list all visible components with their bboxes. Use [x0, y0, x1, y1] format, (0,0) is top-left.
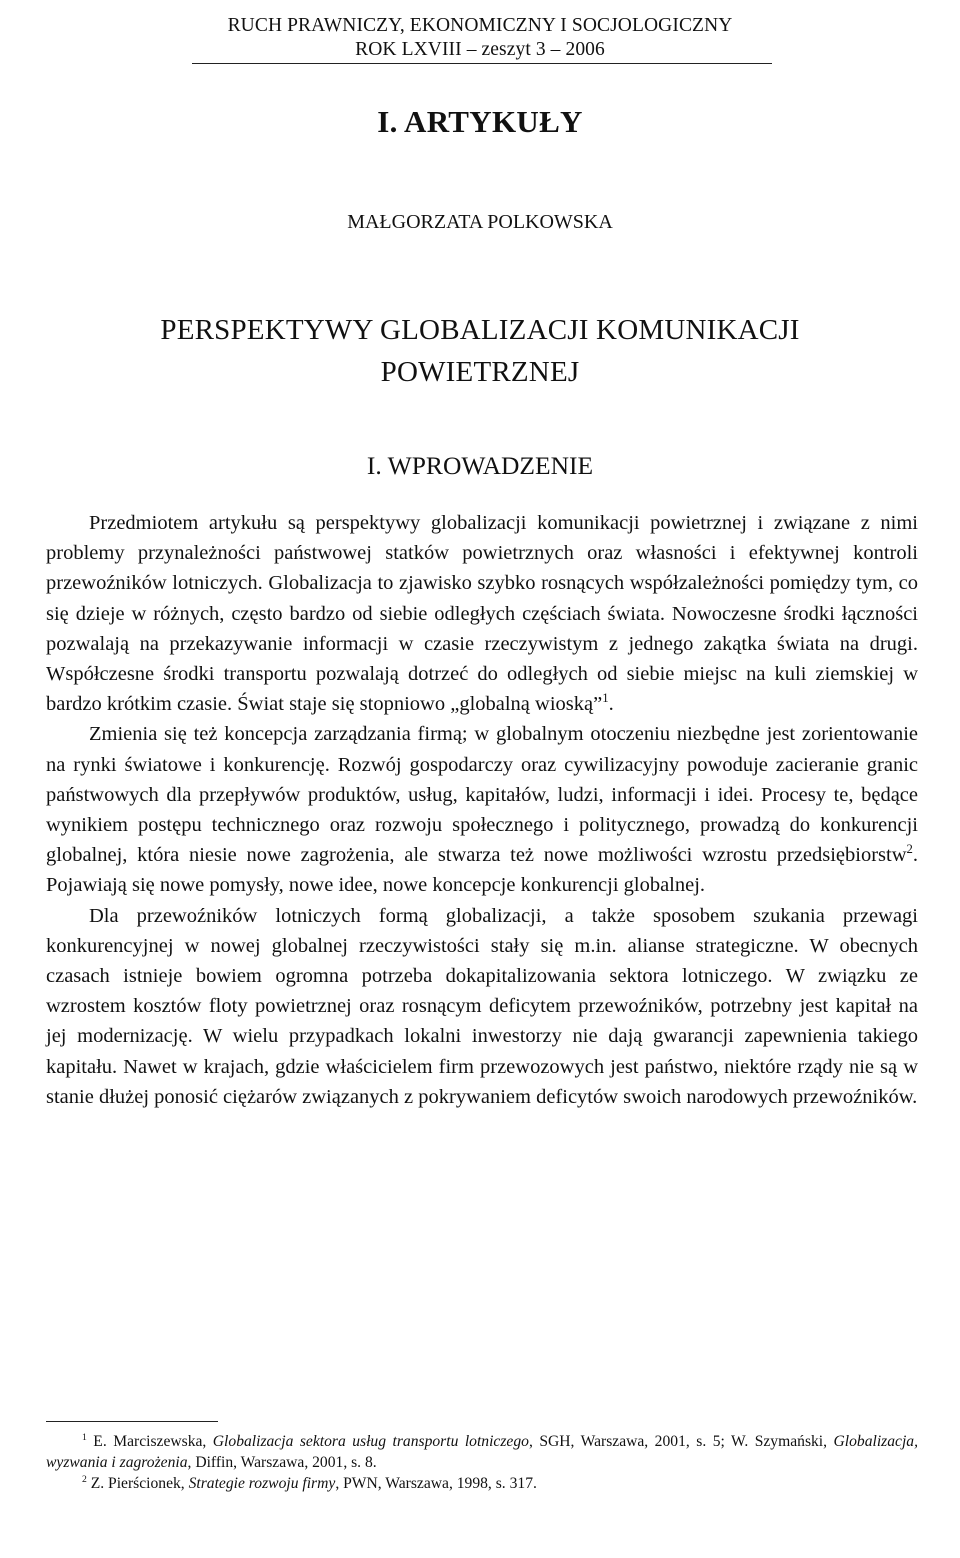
footnote-1-title-1: Globalizacja sektora usług transportu lotniczego	[212, 1433, 529, 1450]
journal-issue: ROK LXVIII – zeszyt 3 – 2006	[355, 39, 605, 60]
footnote-2-text-2: , PWN, Warszawa, 1998, s. 317.	[335, 1475, 537, 1492]
footnote-2-text: Z. Pierścionek,	[86, 1475, 189, 1492]
footnotes	[46, 1431, 918, 1494]
footnote-1-text-3: , Diffin, Warszawa, 2001, s. 8.	[187, 1454, 377, 1471]
footnote-1-text: E. Marciszewska,	[86, 1433, 213, 1450]
footnote-1-text-2: , SGH, Warszawa, 2001, s. 5; W. Szymański,	[528, 1433, 834, 1450]
section-title: I. ARTYKUŁY	[377, 104, 583, 139]
footnote-number-1: 1	[82, 1432, 87, 1444]
header-divider	[192, 63, 772, 64]
article-title-line-2: POWIETRZNEJ	[380, 356, 580, 388]
section-heading-introduction: I. WPROWADZENIE	[366, 451, 594, 480]
journal-header	[0, 14, 960, 62]
footnote-2	[46, 1473, 918, 1494]
footnote-ref-2: 2	[906, 842, 913, 857]
footnote-1-title-2: Globalizacja, wyzwania i zagrożenia	[46, 1433, 918, 1471]
author-name: MAŁGORZATA POLKOWSKA	[347, 211, 613, 233]
paragraph-1	[46, 508, 918, 719]
paragraph-3: Dla przewoźników lotniczych formą globalizacji, a także sposobem szukania przewagi konkurencyjnej w nowej globalnej rzeczywistości stały się m.in. alianse strategiczne. W obecnych czasach istnieje bowiem ogromna potrzeba dokapitalizowania sektora lotniczego. W związku ze wzrostem kosztów floty powietrznej oraz rosnącym deficytem przewoźników, potrzebny jest kapitał na jej modernizację. W wielu przypadkach lokalni inwestorzy nie dają gwarancji zapewnienia takiego kapitału. Nawet w krajach, gdzie właścicielem firm przewozowych jest państwo, niektóre rządy nie są w stanie dłużej ponosić ciężarów związanych z pokrywaniem deficytów swoich narodowych przewoźników.	[46, 904, 918, 1108]
paragraph-2-text: Zmienia się też koncepcja zarządzania firmą; w globalnym otoczeniu niezbędne jest zorientowanie na rynki światowe i konkurencję. Rozwój gospodarczy oraz cywilizacyjny powoduje zacieranie granic państwowych dla przepływów produktów, usług, kapitałów, ludzi, informacji i idei. Procesy te, będące wynikiem postępu technicznego oraz rozwoju społecznego i politycznego, prowadzą do konkurencji globalnej, która niesie nowe zagrożenia, ale stwarza też nowe możliwości wzrostu przedsiębiorstw	[46, 723, 918, 867]
footnote-divider	[46, 1421, 218, 1422]
footnote-number-2: 2	[82, 1474, 87, 1486]
article-title	[0, 309, 960, 393]
journal-name: RUCH PRAWNICZY, EKONOMICZNY I SOCJOLOGICZNY	[227, 15, 733, 36]
footnote-ref-1: 1	[602, 691, 609, 706]
footnote-1	[46, 1431, 918, 1473]
paragraph-2	[46, 719, 918, 900]
paragraph-2-end: . Pojawiają się nowe pomysły, nowe idee, nowe koncepcje konkurencji globalnej.	[46, 844, 918, 897]
paragraph-1-end: .	[608, 693, 614, 716]
footnote-2-title: Strategie rozwoju firmy	[188, 1475, 336, 1492]
paragraph-1-text: Przedmiotem artykułu są perspektywy globalizacji komunikacji powietrznej i związane z nimi problemy przynależności państwowej statków powietrznych oraz własności i efektywnej kontroli przewoźników lotniczych. Globalizacja to zjawisko szybko rosnących współzależności pomiędzy tym, co się dzieje w różnych, często bardzo od siebie odległych częściach świata. Nowoczesne środki łączności pozwalają na przekazywanie informacji w czasie rzeczywistym z jednego zakątka świata na drugi. Współczesne środki transportu pozwalają dotrzeć do odległych od siebie miejsc na kuli ziemskiej w bardzo krótkim czasie. Świat staje się stopniowo „globalną wioską”	[46, 512, 918, 716]
article-body	[46, 508, 918, 1112]
article-title-line-1: PERSPEKTYWY GLOBALIZACJI KOMUNIKACJI	[160, 314, 800, 346]
